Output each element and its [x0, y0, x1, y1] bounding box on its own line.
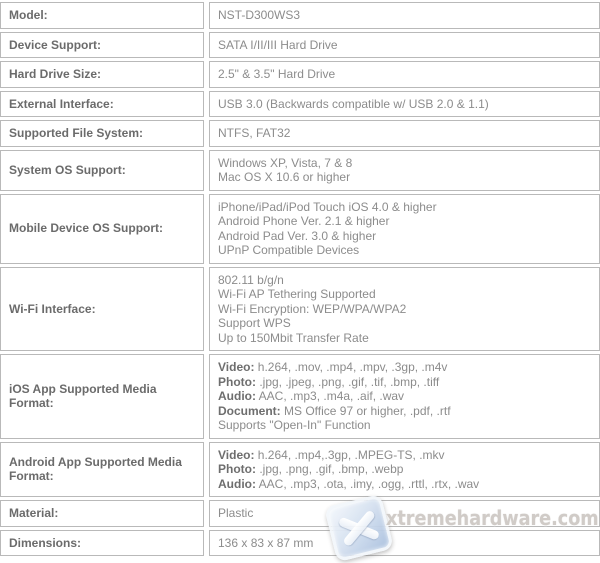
spec-value-text: SATA I/II/III Hard Drive	[218, 37, 338, 52]
spec-value-line	[218, 331, 591, 346]
spec-value	[209, 120, 600, 147]
spec-value-line	[218, 229, 591, 244]
spec-value	[209, 2, 600, 29]
spec-label: Android App Supported Media Format:	[0, 442, 204, 498]
spec-value-text: Wi-Fi Encryption: WEP/WPA/WPA2	[218, 301, 407, 316]
spec-value-line	[218, 462, 591, 477]
spec-value-sublabel: Video:	[218, 360, 255, 374]
spec-value	[209, 32, 600, 59]
spec-value-line	[218, 200, 591, 215]
spec-value-line	[218, 170, 591, 185]
spec-label: Hard Drive Size:	[0, 61, 204, 88]
spec-value-line	[218, 316, 591, 331]
spec-value-sublabel: Photo:	[218, 462, 256, 476]
spec-value-sublabel: Video:	[218, 447, 255, 462]
spec-label: Wi-Fi Interface:	[0, 267, 204, 352]
spec-value-text: NTFS, FAT32	[218, 126, 291, 140]
spec-value-text: 802.11 b/g/n	[218, 272, 284, 287]
spec-label: Model:	[0, 2, 204, 29]
spec-row	[0, 2, 600, 29]
spec-value-text: UPnP Compatible Devices	[218, 243, 360, 257]
spec-label: Device Support:	[0, 32, 204, 59]
spec-row	[0, 442, 600, 498]
spec-value-line	[218, 156, 591, 171]
spec-value-text: h.264, .mov, .mp4, .mpv, .3gp, .m4v	[254, 360, 448, 374]
spec-label: External Interface:	[0, 91, 204, 118]
spec-value-text: Windows XP, Vista, 7 & 8	[218, 155, 353, 170]
spec-label: System OS Support:	[0, 150, 204, 191]
spec-table	[0, 2, 600, 556]
spec-value-text: iPhone/iPad/iPod Touch iOS 4.0 & higher	[218, 199, 437, 214]
spec-value-line	[218, 38, 591, 53]
watermark	[323, 490, 600, 563]
spec-value	[209, 91, 600, 118]
x-badge-icon	[324, 494, 394, 562]
spec-value	[209, 267, 600, 352]
spec-label: Supported File System:	[0, 120, 204, 147]
spec-value-line	[218, 287, 591, 302]
spec-value	[209, 150, 600, 191]
spec-value-line	[218, 375, 591, 390]
spec-value-line	[218, 243, 591, 258]
spec-value-line	[218, 360, 591, 375]
spec-value-line	[218, 273, 591, 288]
spec-value-text: AAC, .mp3, .m4a, .aif, .wav	[256, 389, 405, 403]
spec-value-line	[218, 404, 591, 419]
spec-value-text: Plastic	[218, 506, 254, 520]
spec-value-line	[218, 389, 591, 404]
spec-value-text: Supports "Open-In" Function	[218, 418, 371, 432]
spec-value	[209, 61, 600, 88]
spec-value-text: MS Office 97 or higher, .pdf, .rtf	[280, 403, 451, 418]
spec-value-line	[218, 302, 591, 317]
spec-value-text: AAC, .mp3, .ota, .imy, .ogg, .rttl, .rtx, .wav	[256, 476, 480, 491]
spec-value-sublabel: Photo:	[218, 374, 256, 389]
spec-value-line	[218, 67, 591, 82]
spec-label: Dimensions:	[0, 530, 204, 557]
spec-label: iOS App Supported Media Format:	[0, 354, 204, 439]
spec-value-line	[218, 448, 591, 463]
spec-value-text: Android Pad Ver. 3.0 & higher	[218, 228, 377, 243]
spec-value	[209, 194, 600, 264]
spec-row	[0, 32, 600, 59]
spec-value-text: USB 3.0 (Backwards compatible w/ USB 2.0 & 1.1)	[218, 96, 489, 111]
spec-value-text: .jpg, .png, .gif, .bmp, .webp	[256, 462, 404, 476]
spec-value-text: Mac OS X 10.6 or higher	[218, 170, 351, 184]
spec-value-sublabel: Audio:	[218, 476, 256, 491]
spec-value-sublabel: Document:	[218, 403, 281, 418]
spec-value-text: .jpg, .jpeg, .png, .gif, .tif, .bmp, .tiff	[256, 374, 440, 389]
spec-value-text: Support WPS	[218, 316, 291, 330]
spec-value-text: Wi-Fi AP Tethering Supported	[218, 287, 376, 301]
spec-value	[209, 442, 600, 498]
spec-row	[0, 91, 600, 118]
spec-value-line	[218, 8, 591, 23]
spec-row	[0, 267, 600, 352]
watermark-text: xtremehardware.com	[386, 506, 599, 530]
spec-value-line	[218, 418, 591, 433]
spec-value-line	[218, 126, 591, 141]
spec-value-sublabel: Audio:	[218, 389, 256, 403]
spec-value-text: 136 x 83 x 87 mm	[218, 535, 314, 550]
spec-value-line	[218, 97, 591, 112]
spec-label: Mobile Device OS Support:	[0, 194, 204, 264]
spec-value	[209, 354, 600, 439]
spec-value-line	[218, 477, 591, 492]
spec-value-text: h.264, .mp4,.3gp, .MPEG-TS, .mkv	[254, 447, 445, 462]
spec-row	[0, 354, 600, 439]
spec-label: Material:	[0, 500, 204, 527]
spec-row	[0, 61, 600, 88]
spec-value-line	[218, 214, 591, 229]
spec-value-text: Android Phone Ver. 2.1 & higher	[218, 214, 390, 228]
spec-row	[0, 120, 600, 147]
spec-value-text: Up to 150Mbit Transfer Rate	[218, 330, 369, 345]
spec-row	[0, 150, 600, 191]
spec-row	[0, 194, 600, 264]
spec-value-text: 2.5" & 3.5" Hard Drive	[218, 67, 336, 81]
spec-value-text: NST-D300WS3	[218, 8, 301, 22]
